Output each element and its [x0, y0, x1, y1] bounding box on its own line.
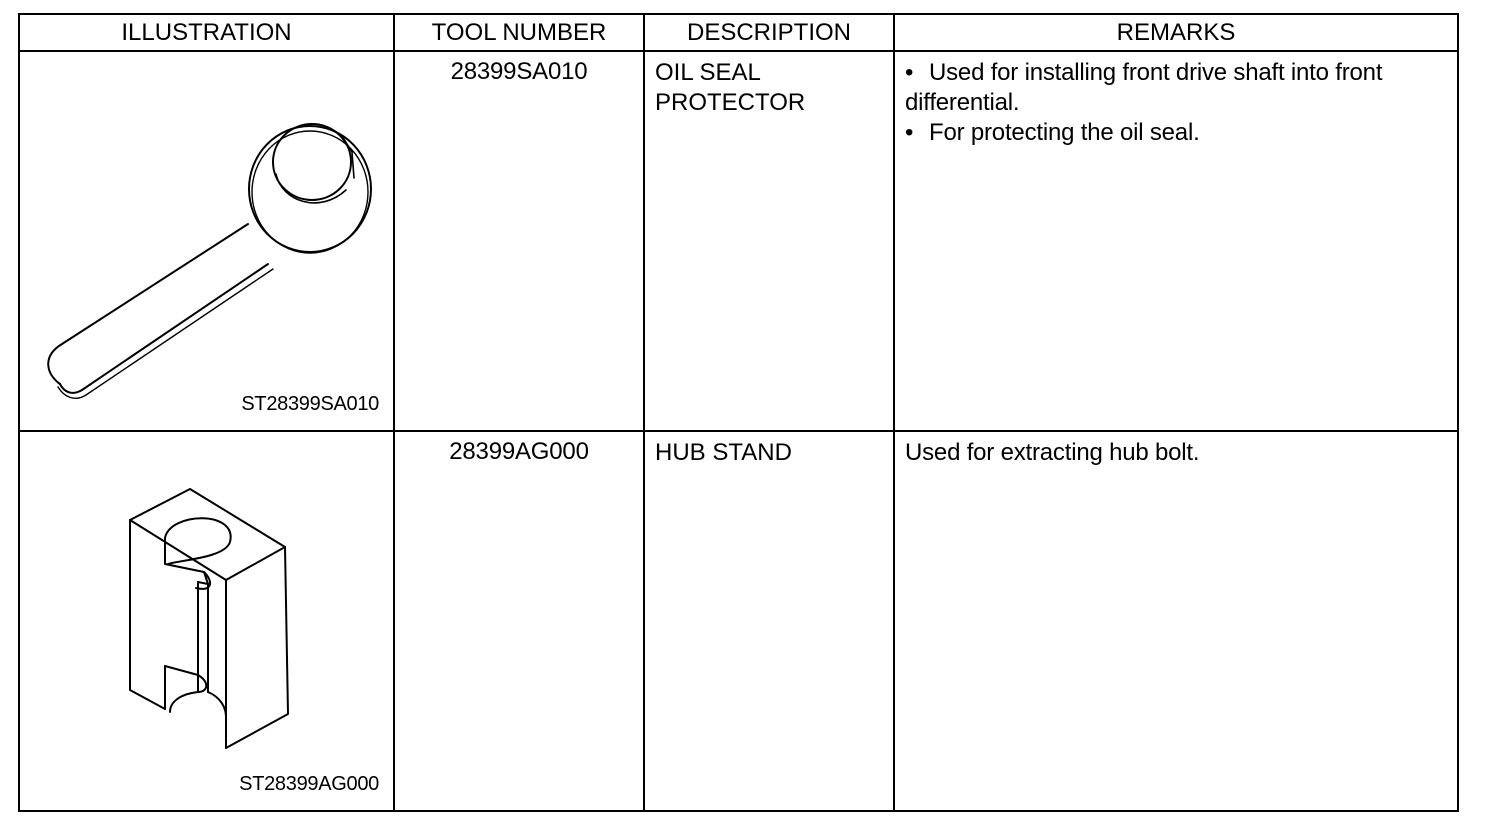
- remarks-item: [905, 58, 1447, 88]
- remarks-text: differential.: [905, 89, 1020, 116]
- header-description: DESCRIPTION: [644, 14, 894, 51]
- oil-seal-protector-drawing: [20, 52, 395, 424]
- header-tool-number: TOOL NUMBER: [394, 14, 644, 51]
- description-line: HUB STAND: [655, 439, 792, 466]
- table-row: [19, 431, 1458, 811]
- remarks-item: [905, 118, 1447, 148]
- remarks-text: Used for installing front drive shaft into front: [929, 59, 1383, 86]
- description-cell: [644, 431, 894, 811]
- special-tools-table: [18, 13, 1459, 812]
- remarks-cell: [894, 51, 1458, 431]
- header-row: [19, 14, 1458, 51]
- tool-number: 28399SA010: [450, 58, 588, 85]
- remarks-list: [905, 58, 1447, 148]
- remarks-text: Used for extracting hub bolt.: [905, 439, 1200, 466]
- hub-stand-drawing: [20, 432, 395, 804]
- tool-number-cell: [394, 51, 644, 431]
- table-row: [19, 51, 1458, 431]
- description-cell: [644, 51, 894, 431]
- illustration-caption: ST28399AG000: [239, 773, 379, 795]
- illustration-cell: [19, 431, 394, 811]
- tool-number-cell: [394, 431, 644, 811]
- description-line: OIL SEAL: [655, 59, 761, 86]
- bullet-icon: •: [905, 119, 914, 146]
- header-remarks: REMARKS: [894, 14, 1458, 51]
- bullet-icon: •: [905, 59, 914, 86]
- illustration-caption: ST28399SA010: [241, 393, 379, 415]
- remarks-cell: [894, 431, 1458, 811]
- description-line: PROTECTOR: [655, 89, 806, 116]
- illustration-cell: [19, 51, 394, 431]
- remarks-text: For protecting the oil seal.: [929, 119, 1200, 146]
- header-illustration: ILLUSTRATION: [19, 14, 394, 51]
- remarks-item: [905, 88, 1447, 118]
- tool-number: 28399AG000: [449, 438, 589, 465]
